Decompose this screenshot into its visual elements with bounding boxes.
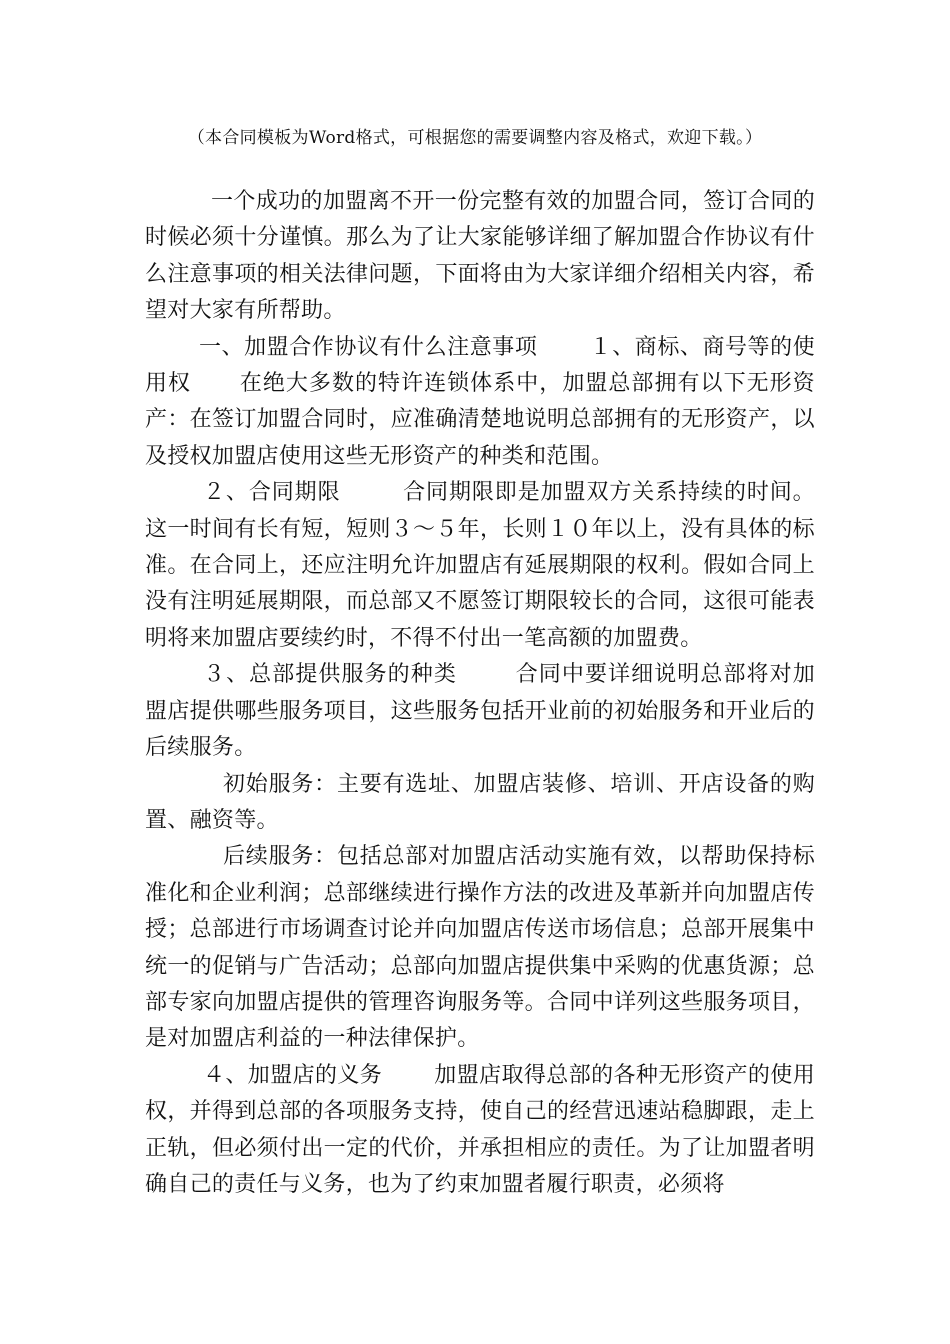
document-body — [145, 184, 815, 1203]
section-1-heading: 一、加盟合作协议有什么注意事项 — [199, 334, 538, 360]
follow-service-paragraph: 后续服务：包括总部对加盟店活动实施有效，以帮助保持标准化和企业利润；总部继续进行操作方法的改进及革新并向加盟店传授；总部进行市场调查讨论并向加盟店传送市场信息；总部开展集中统一的促销与广告活动；总部向加盟店提供集中采购的优惠货源；总部专家向加盟店提供的管理咨询服务等。合同中详列这些服务项目，是对加盟店利益的一种法律保护。 — [145, 844, 815, 1052]
item-3-title: ３、总部提供服务的种类 — [203, 662, 457, 688]
template-note: （本合同模板为Word格式，可根据您的需要调整内容及格式，欢迎下载。） — [187, 128, 763, 148]
item-2-body: 合同期限即是加盟双方关系持续的时间。这一时间有长有短，短则３～５年，长则１０年以上，没有具体的标准。在合同上，还应注明允许加盟店有延展期限的权利。假如合同上没有注明延展期限，而总部又不愿签订期限较长的合同，这很可能表明将来加盟店要续约时，不得不付出一笔高额的加盟费。 — [145, 480, 815, 651]
item-3-body: 合同中要详细说明总部将对加盟店提供哪些服务项目，这些服务包括开业前的初始服务和开业后的后续服务。 — [145, 662, 815, 761]
item-4-title: ４、加盟店的义务 — [203, 1062, 383, 1088]
item-2-title: ２、合同期限 — [203, 480, 341, 506]
item-1-title: １、商标、商号等的使用权 — [145, 334, 815, 397]
item-4-paragraph — [145, 1058, 815, 1204]
item-4-body: 加盟店取得总部的各种无形资产的使用权，并得到总部的各项服务支持，使自己的经营迅速站稳脚跟，走上正轨，但必须付出一定的代价，并承担相应的责任。为了让加盟者明确自己的责任与义务，也为了约束加盟者履行职责，必须将 — [145, 1062, 815, 1197]
item-1-body: 在绝大多数的特许连锁体系中，加盟总部拥有以下无形资产：在签订加盟合同时，应准确清楚地说明总部拥有的无形资产，以及授权加盟店使用这些无形资产的种类和范围。 — [145, 371, 815, 469]
initial-service-paragraph: 初始服务：主要有选址、加盟店装修、培训、开店设备的购置、融资等。 — [145, 771, 815, 833]
section-1-paragraph — [145, 330, 815, 476]
item-3-paragraph — [145, 657, 815, 766]
item-2-paragraph — [145, 475, 815, 657]
intro-paragraph: 一个成功的加盟离不开一份完整有效的加盟合同，签订合同的时候必须十分谨慎。那么为了让大家能够详细了解加盟合作协议有什么注意事项的相关法律问题，下面将由为大家详细介绍相关内容，希望对大家有所帮助。 — [145, 189, 815, 324]
